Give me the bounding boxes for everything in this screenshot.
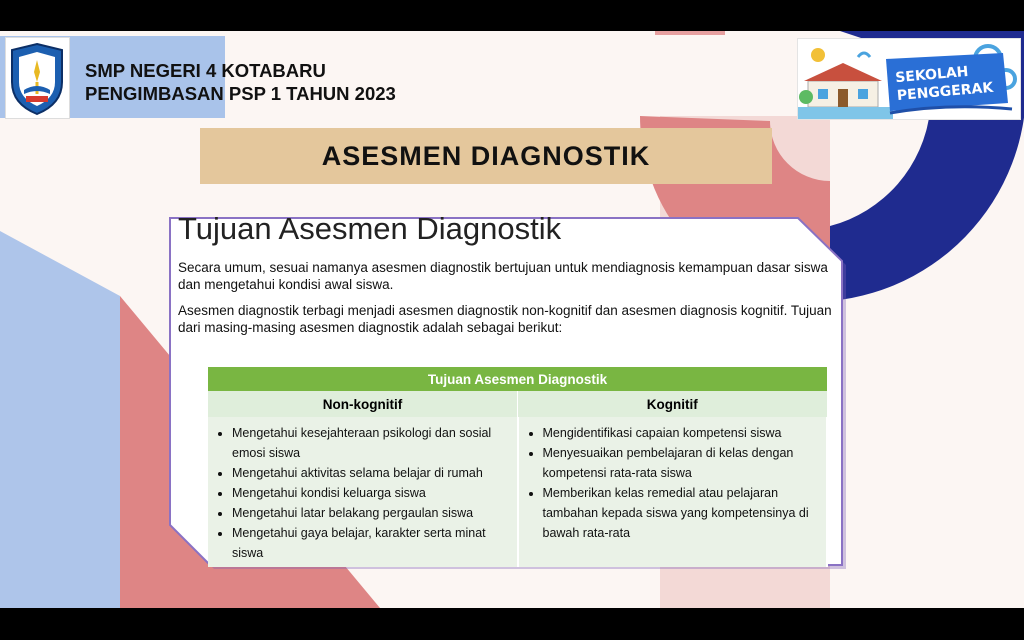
list-item: • Mengetahui gaya belajar, karakter serta minat siswa [232,523,509,563]
column-header-cognitive: Kognitif [518,391,828,417]
noncognitive-column [208,417,518,567]
list-item: • Mengetahui aktivitas selama belajar di rumah [232,463,509,483]
column-header-noncognitive: Non-kognitif [208,391,518,417]
diagnostic-table [208,367,828,567]
list-item: • Mengetahui latar belakang pergaulan siswa [232,503,509,523]
page-title: ASESMEN DIAGNOSTIK [321,140,651,171]
types-paragraph: Asesmen diagnostik terbagi menjadi asesmen diagnostik non-kognitif dan asesmen diagnosis kognitif. Tujuan dari masing-masing asesmen diagnostik adalah sebagai berikut: [178,303,832,335]
event-name: PENGIMBASAN PSP 1 TAHUN 2023 [85,83,396,104]
penggerak-text: PENGGERAK [896,79,994,105]
table-title-row [208,367,827,391]
school-name: SMP NEGERI 4 KOTABARU [85,60,326,81]
slide [0,31,1024,608]
card-content [178,211,843,336]
list-item: • Mengetahui kesejahteraan psikologi dan sosial emosi siswa [232,423,509,463]
list-item: • Menyesuaikan pembelajaran di kelas dengan kompetensi rata-rata siswa [543,443,819,483]
noncognitive-list [216,423,509,563]
list-item: • Mengidentifikasi capaian kompetensi siswa [543,423,819,443]
table-body-row [208,417,827,567]
cognitive-list [527,423,819,543]
card-heading: Tujuan Asesmen Diagnostik [178,211,562,246]
table-title: Tujuan Asesmen Diagnostik [208,367,827,391]
sekolah-text: SEKOLAH [894,63,970,87]
cognitive-column [518,417,828,567]
intro-paragraph: Secara umum, sesuai namanya asesmen diagnostik bertujuan untuk mendiagnosis kemampuan dasar siswa dan mengetahui kondisi awal siswa. [178,260,828,292]
table-header-row [208,391,827,417]
list-item: • Memberikan kelas remedial atau pelajaran tambahan kepada siswa yang kompetensinya di bawah rata-rata [543,483,819,543]
list-item: • Mengetahui kondisi keluarga siswa [232,483,509,503]
